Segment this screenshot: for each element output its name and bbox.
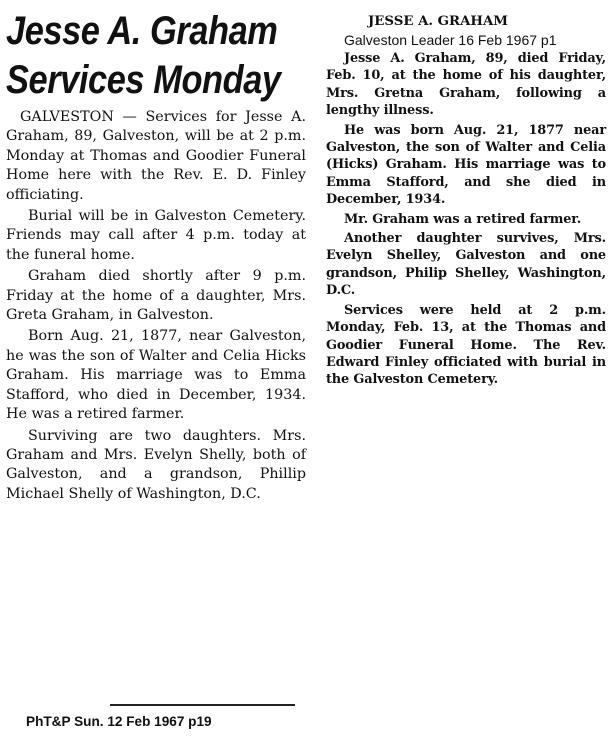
headline-line-1: Jesse A. Graham: [6, 9, 278, 53]
article-title: JESSE A. GRAHAM: [368, 14, 509, 29]
article-body: [6, 108, 306, 504]
article-paragraph: Mr. Graham was a retired farmer.: [344, 211, 582, 227]
article-paragraph: Graham died shortly after 9 p.m. Friday at the home of a daughter, Mrs. Greta Graham, in Galveston.: [6, 268, 306, 324]
article-paragraph: Born Aug. 21, 1877, near Galveston, he was the son of Walter and Celia Hicks Graham. His marriage was to Emma Stafford, who died in December, 1934. He was a retired farmer.: [6, 328, 306, 423]
article-paragraph: Services were held at 2 p.m. Monday, Feb. 13, at the Thomas and Goodier Funeral Home. The Rev. Edward Finley officiated with burial in the Galveston Cemetery.: [326, 302, 606, 388]
article-paragraph: Burial will be in Galveston Cemetery. Friends may call after 4 p.m. today at the funeral home.: [6, 208, 306, 263]
phtp-obituary-clipping: [6, 10, 306, 506]
source-caption: PhT&P Sun. 12 Feb 1967 p19: [26, 714, 212, 729]
article-paragraph: He was born Aug. 21, 1877 near Galveston, the son of Walter and Celia (Hicks) Graham. His marriage was to Emma Stafford, and she died in December, 1934.: [326, 122, 606, 208]
galveston-leader-obituary-clipping: [326, 14, 606, 391]
article-paragraph: GALVESTON — Services for Jesse A. Graham, 89, Galveston, will be at 2 p.m. Monday at Thomas and Goodier Funeral Home here with the Rev. E. D. Finley officiating.: [6, 109, 306, 203]
source-caption: Galveston Leader 16 Feb 1967 p1: [344, 32, 557, 48]
column-rule: [110, 704, 295, 706]
headline-line-2: Services Monday: [6, 58, 281, 102]
article-body: [326, 50, 606, 389]
article-paragraph: Surviving are two daughters. Mrs. Graham and Mrs. Evelyn Shelly, both of Galveston, and a grandson, Phillip Michael Shelly of Washington, D.C.: [6, 427, 306, 502]
article-paragraph: Jesse A. Graham, 89, died Friday, Feb. 10, at the home of his daughter, Mrs. Gretna Graham, following a lengthy illness.: [326, 51, 606, 119]
article-paragraph: Another daughter survives, Mrs. Evelyn Shelley, Galveston and one grandson, Philip Shelley, Washington, D.C.: [326, 231, 606, 299]
